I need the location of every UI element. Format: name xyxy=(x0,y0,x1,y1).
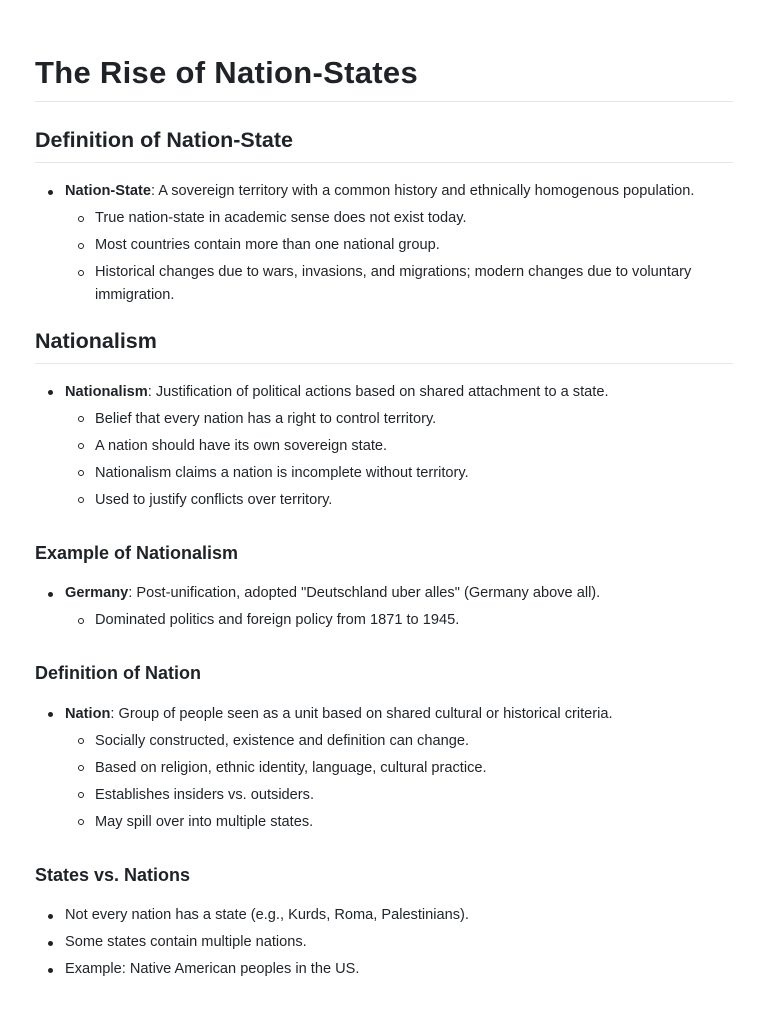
sub-list-item: Socially constructed, existence and definition can change. xyxy=(65,730,733,753)
list-item: Not every nation has a state (e.g., Kurds, Roma, Palestinians). xyxy=(35,904,733,927)
term-label: Germany xyxy=(65,585,129,602)
nationalism-list xyxy=(35,381,733,512)
sub-list-item: Based on religion, ethnic identity, language, cultural practice. xyxy=(65,757,733,780)
list-item xyxy=(35,381,733,512)
page-title: The Rise of Nation-States xyxy=(35,54,733,102)
sub-list-item: Nationalism claims a nation is incomplete without territory. xyxy=(65,462,733,485)
list-item: Example: Native American peoples in the US. xyxy=(35,958,733,981)
sub-list-item: Belief that every nation has a right to control territory. xyxy=(65,408,733,431)
list-item xyxy=(35,582,733,632)
sub-list-item: Dominated politics and foreign policy from 1871 to 1945. xyxy=(65,609,733,632)
sub-list-item: Used to justify conflicts over territory. xyxy=(65,489,733,512)
sub-list-item: A nation should have its own sovereign state. xyxy=(65,435,733,458)
sub-list xyxy=(65,609,733,632)
list-item xyxy=(35,180,733,307)
definition-text: : Justification of political actions based on shared attachment to a state. xyxy=(147,383,609,400)
term-label: Nationalism xyxy=(65,383,148,400)
sub-list-item: Historical changes due to wars, invasions, and migrations; modern changes due to voluntary immigration. xyxy=(65,261,733,307)
sub-list-item: Most countries contain more than one national group. xyxy=(65,234,733,257)
sub-list xyxy=(65,207,733,307)
sub-list xyxy=(65,730,733,834)
section-heading-nationalism: Nationalism xyxy=(35,328,733,364)
term-label: Nation xyxy=(65,705,111,722)
sub-list-item: True nation-state in academic sense does not exist today. xyxy=(65,207,733,230)
sub-list-item: Establishes insiders vs. outsiders. xyxy=(65,784,733,807)
list-item xyxy=(35,703,733,834)
sub-list xyxy=(65,408,733,512)
term-label: Nation-State xyxy=(65,183,151,200)
nation-definition-list xyxy=(35,703,733,834)
states-vs-nations-list xyxy=(35,904,733,981)
definition-text: : A sovereign territory with a common history and ethnically homogenous population. xyxy=(150,183,695,200)
definition-text: : Group of people seen as a unit based on shared cultural or historical criteria. xyxy=(110,705,613,722)
definition-text: : Post-unification, adopted "Deutschland uber alles" (Germany above all). xyxy=(128,585,601,602)
nation-state-list xyxy=(35,180,733,307)
section-heading-states-vs-nations: States vs. Nations xyxy=(35,864,191,885)
section-heading-nation-state: Definition of Nation-State xyxy=(35,127,733,163)
sub-list-item: May spill over into multiple states. xyxy=(65,811,733,834)
list-item: Some states contain multiple nations. xyxy=(35,931,733,954)
section-heading-definition-nation: Definition of Nation xyxy=(35,663,201,684)
section-heading-example-nationalism: Example of Nationalism xyxy=(35,542,239,563)
example-nationalism-list xyxy=(35,582,733,632)
